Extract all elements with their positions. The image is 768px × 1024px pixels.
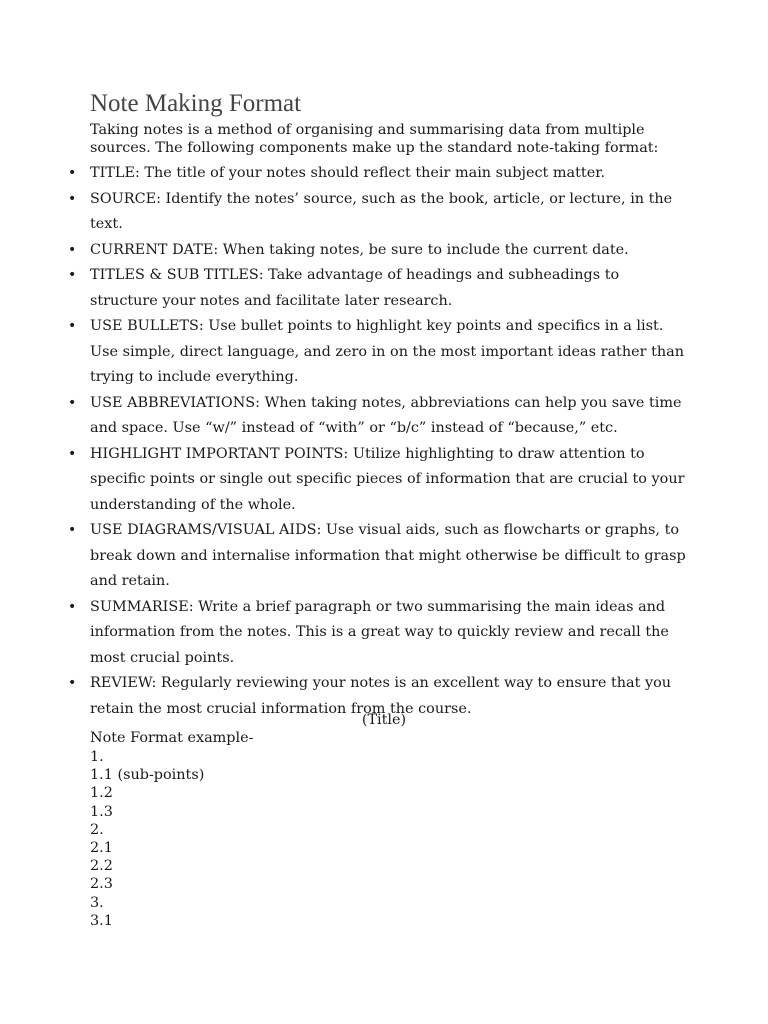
example-title: (Title) <box>361 712 407 728</box>
outline-item: 2. <box>90 821 104 838</box>
page-title: Note Making Format <box>90 90 302 117</box>
outline-item: 1. <box>90 749 104 765</box>
format-bullet-list <box>90 161 690 722</box>
intro-paragraph: Taking notes is a method of organising and summarising data from multiple sources. The following components make up the standard note-taking format: <box>90 122 659 156</box>
bullet-item-highlight: • HIGHLIGHT IMPORTANT POINTS: Utilize highlighting to draw attention to specific points or single out specific pieces of information that are crucial to your understanding of the whole. <box>90 442 690 519</box>
outline-item: 3.1 <box>90 912 113 929</box>
outline-item: 1.1 (sub-points) <box>90 767 205 784</box>
outline-item: 2.1 <box>90 840 113 857</box>
example-label: Note Format example- <box>90 730 254 746</box>
example-outline <box>90 748 204 930</box>
bullet-item-abbreviations: • USE ABBREVIATIONS: When taking notes, abbreviations can help you save time and space. Use “w/” instead of “with” or “b/c” instead of “because,” etc. <box>90 391 690 442</box>
bullet-item-diagrams: • USE DIAGRAMS/VISUAL AIDS: Use visual aids, such as flowcharts or graphs, to break down and internalise information that might otherwise be difficult to grasp and retain. <box>90 518 690 595</box>
outline-item: 2.2 <box>90 858 113 875</box>
bullet-item-review: • REVIEW: Regularly reviewing your notes is an excellent way to ensure that you retain the most crucial information from the course. <box>90 671 690 722</box>
outline-item: 1.2 <box>90 785 113 802</box>
bullet-item-title: • TITLE: The title of your notes should reflect their main subject matter. <box>90 161 690 187</box>
bullet-item-titles-subtitles: • TITLES & SUB TITLES: Take advantage of headings and subheadings to structure your notes and facilitate later research. <box>90 263 690 314</box>
outline-item: 3. <box>90 894 104 911</box>
outline-item: 1.3 <box>90 803 113 820</box>
bullet-item-current-date: • CURRENT DATE: When taking notes, be sure to include the current date. <box>90 238 690 264</box>
bullet-item-use-bullets: • USE BULLETS: Use bullet points to highlight key points and specifics in a list. Use simple, direct language, and zero in on the most important ideas rather than trying to include everything. <box>90 314 690 391</box>
outline-item: 2.3 <box>90 876 113 893</box>
bullet-item-summarise: • SUMMARISE: Write a brief paragraph or two summarising the main ideas and information from the notes. This is a great way to quickly review and recall the most crucial points. <box>90 595 690 672</box>
bullet-item-source: • SOURCE: Identify the notes’ source, such as the book, article, or lecture, in the text. <box>90 187 690 238</box>
